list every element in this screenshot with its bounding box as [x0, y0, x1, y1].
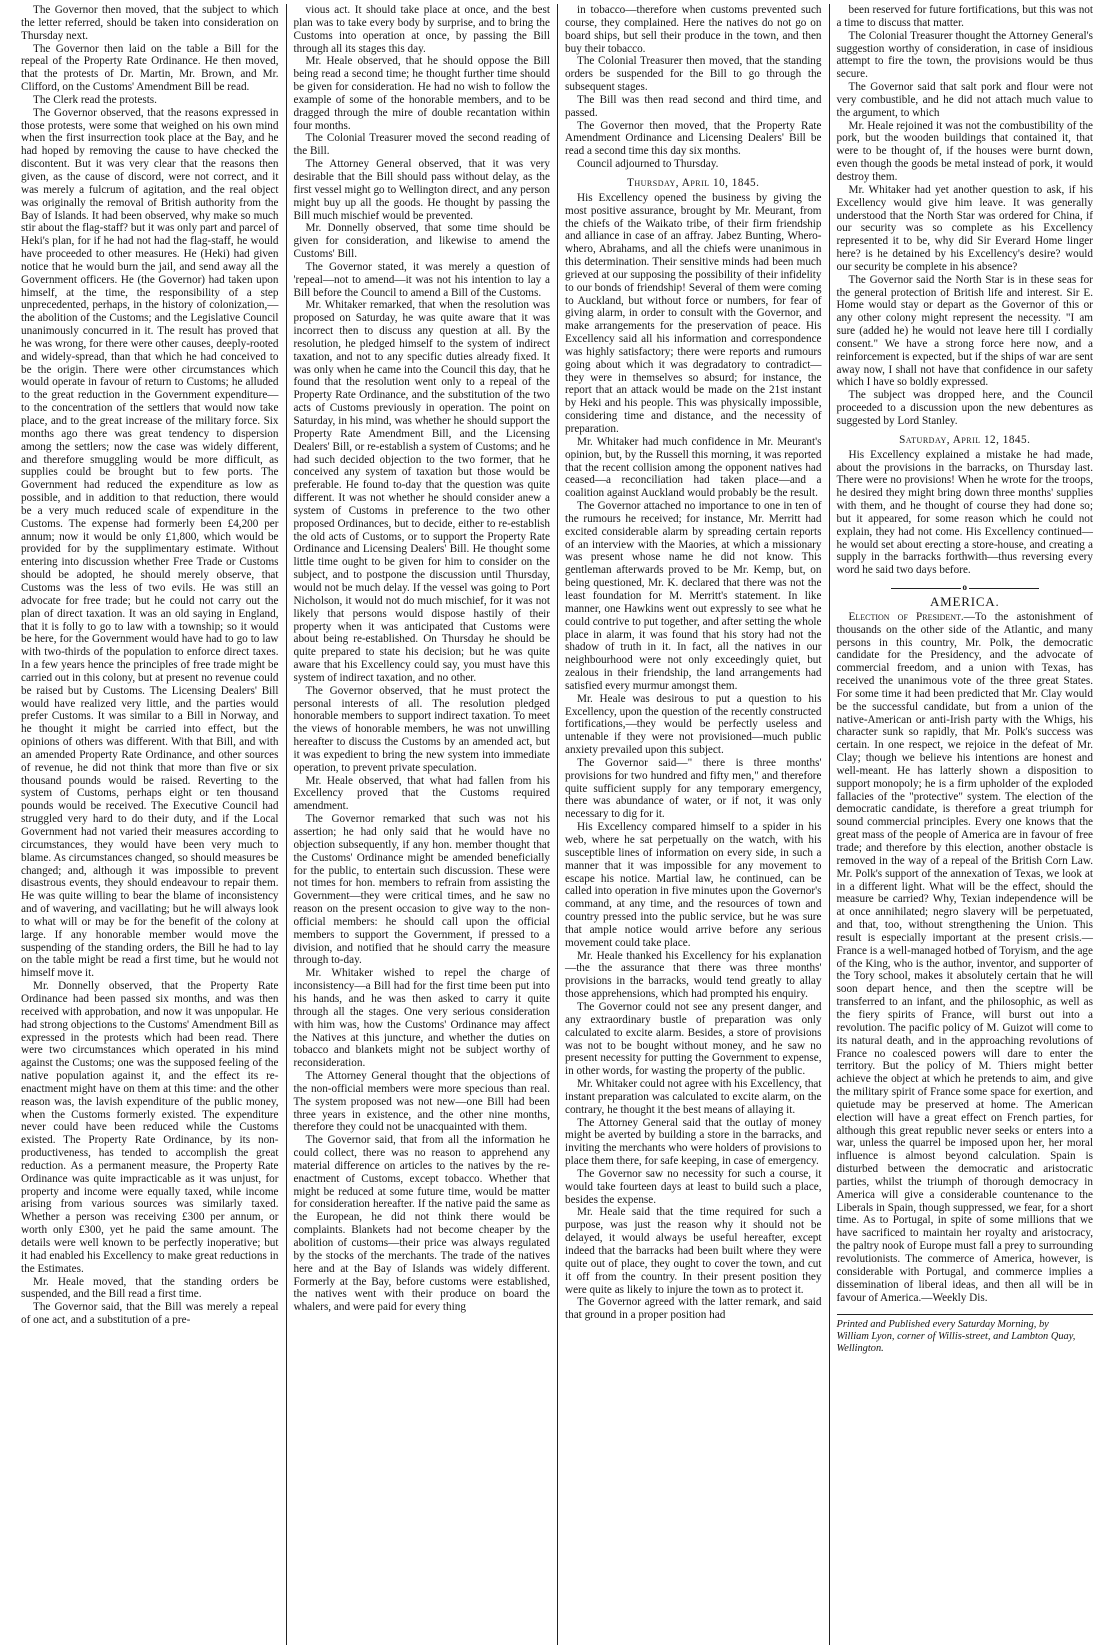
section-title-america: AMERICA.	[929, 593, 1000, 609]
paragraph: Mr. Donnelly observed, that some time should be given for consideration, and likewise to amend the Customs' Bill.	[293, 222, 550, 261]
paragraph: The Attorney General observed, that it was very desirable that the Bill should pass without delay, as the first vessel might go to Wellington direct, and any person might buy up all the goods. He thought by passing the Bill much mischief would be prevented.	[293, 158, 550, 222]
paragraph: Mr. Donnelly observed, that the Property Rate Ordinance had been passed six months, and was then received with approbation, and now it was unpopular. He had strong objections to the Customs' Amendment Bill as expressed in the protests which had been read. There were two circumstances which operated in his mind against the Customs; one was the supposed feeling of the native population against it, and the effect its re-enactment might have on them at this time: and the other reason was, the lavish expenditure of the public money, when the Customs formerly existed. The expenditure never could have been reduced while the Customs existed. The Property Rate Ordinance, by its non-productiveness, has tended to accomplish the great reduction. As a permanent measure, the Property Rate Ordinance was quite impracticable as it was unjust, for property and income were equally taxed, while income arising from various sources was similarly taxed. Whether a person was receiving £300 per annum, or worth only £300, yet he paid the same amount. The details were well known to be perfectly inoperative; but it had enabled his Excellency to make great reductions in the Estimates.	[21, 980, 279, 1275]
paragraph: The Governor observed, that the reasons expressed in those protests, were some that weighed on his own mind when the first insurrection took place at the Bay, and he had hoped by removing the cause to have checked the discontent. But it was very clear that the reasons then given, as the cause of discord, were not correct, and it was merely a fulcrum of agitation, and the real object was originally the removal of British authority from the Bay of Islands. It had been observed, why make so much stir about the flag-staff? but it was only part and parcel of Heki's plan, for if he had not had the flag-staff, he would have proceeded to other measures. He (Heki) had given notice that he would burn the jail, and send away all the Government officers. He (the Governor) had taken upon himself, at the time, the responsibility of a step unprecedented, perhaps, in the history of colonization,—the abolition of the Customs; and the Legislative Council unanimously concurred in it. The result has proved that he was wrong, for there were other causes, deeply-rooted and widely-spread, than that which he had conceived to be the origin. There were other circumstances which would operate in favour of return to Customs; he alluded to the great reduction in the Government expenditure—to the concentration of the settlers that would now take place, and to the great increase of the military force. Six months ago there was great tendency to dispersion among the settlers; now the case was widely different, and therefore smuggling would be more difficult, as supplies could be brought but to few ports. The Government had reduced the expenditure as low as possible, and in addition to that reduction, there would be a very much reduced scale of expenditure in the Customs. The expense had formerly been £4,200 per annum; now it would be only £1,800, which would be provided for by the supplimentary estimate. Without entering into discussion whether Free Trade or Customs should be adopted, he should merely observe, that Customs was the less of two evils. He was still an advocate for free trade; but he could not carry out the plan of direct taxation. It was an old saying in England, that it is folly to go to law with a township; so it would be here, for the Government would have had to go to law with two-thirds of the population to enforce direct taxes. In a few years hence the principles of free trade might be carried out in this colony, but at present no revenue could be raised but by Customs. The Licensing Dealers' Bill would have realized very little, and the parties would prefer Customs. It was similar to a Bill in Norway, and he thought it might be carried into effect, but the opinions of others was different. With that Bill, and with an amended Property Rate Ordinance, and other sources of revenue, he did not think that more than five or six thousand pounds would be raised. Reverting to the system of Customs, perhaps eight or ten thousand pounds would be received. The Executive Council had struggled very hard to do their duty, and if the Local Government had not varied their measures according to circumstances, they would have been very much to blame. As circumstances changed, so should measures be changed; and, although it was impossible to prevent disastrous events, they should endeavour to repair them. He was quite willing to bear the blame of inconsistency and of wavering, and vacillating; but he will always look to what will or may be for the benefit of the colony at large. If any honorable member would move the suspending of the standing orders, the Bill he had to lay on the table might be read a first time, but he would not himself move it.	[21, 106, 279, 980]
paragraph: Mr. Whitaker remarked, that when the resolution was proposed on Saturday, he was quite aware that it was incorrect then to discuss any question at all. By the resolution, he pledged himself to the system of indirect taxation, and not to any specific duties already fixed. It was only when he came into the Council this day, that he found that the resolution went only to a repeal of the Property Rate Ordinance, and the substitution of the two acts of Customs previously in operation. The point on Saturday, in his mind, was whether he should support the Property Rate Amendment Bill, and the Licensing Dealers' Bill, or re-establish a system of Customs; and he had such decided objection to the two former, that he conceived any system of taxation but those would be preferable. He found to-day that the question was quite different. It was not whether he should consider anew a system of Customs in preference to the two other proposed Ordinances, but to decide, either to re-establish the old acts of Customs, or to support the Property Rate Ordinance and Licensing Dealers' Bill. He thought some little time ought to be given for him to consider on the subject, and to postpone the discussion until Thursday, would not be much delay. If the vessel was going to Port Nicholson, it would not do much mischief, for it was not likely that persons would dispose hastily of their property when it was anticipated that Customs were about being re-established. On Thursday he should be quite prepared to state his decision; but he was quite aware that his Excellency could say, you must have this system of indirect taxation, and no other.	[293, 299, 550, 684]
paragraph: Mr. Heale observed, that what had fallen from his Excellency proved that the Customs required amendment.	[293, 774, 550, 813]
paragraph: The Governor then laid on the table a Bill for the repeal of the Property Rate Ordinance. He then moved, that the protests of Dr. Martin, Mr. Brown, and Mr. Clifford, on the Customs' Amendment Bill be read.	[21, 42, 279, 94]
paragraph: been reserved for future fortifications, but this was not a time to discuss that matter.	[836, 4, 1093, 29]
paragraph: The Colonial Treasurer moved the second reading of the Bill.	[293, 132, 550, 158]
america-article	[837, 611, 1094, 1305]
article-run-in-head: Election of President.	[848, 610, 964, 623]
paragraph: The Governor agreed with the latter remark, and said that ground in a proper position had	[565, 1296, 822, 1322]
paragraph: Mr. Heale thanked his Excellency for his explanation—the the assurance that there was three months' provisions in the barracks, would tend greatly to allay those apprehensions, which had prompted his enquiry.	[565, 949, 822, 1001]
paragraph: The Colonial Treasurer thought the Attorney General's suggestion worthy of consideration, in case of insidious attempt to fire the town, the provisions would be thus secure.	[836, 29, 1093, 81]
paragraph: Mr. Heale moved, that the standing orders be suspended, and the Bill read a first time.	[21, 1275, 279, 1301]
date-heading-april-10: Thursday, April 10, 1845.	[627, 176, 760, 189]
paragraph: The Governor remarked that such was not his assertion; he had only said that he would have no objection subsequently, if any hon. member thought that the Customs' Ordinance might be amended beneficially for the public, to entertain such discussion. These were not times for hon. members to refrain from assisting the Government—they were critical times, and he saw no reason on the present occasion to give way to the non-official members: he should call upon the official members to support the Government, if pressed to a division, and notified that he should carry the measure through to-day.	[293, 813, 550, 967]
column-3	[557, 4, 829, 1645]
paragraph: The Governor said—" there is three months' provisions for two hundred and fifty men," and therefore quite sufficient supply for any temporary emergency, there was abundance of water, or if not, it was only necessary to dig for it.	[565, 756, 822, 821]
imprint-line-2: William Lyon, corner of Willis-street, and Lambton Quay, Wellington.	[836, 1331, 1076, 1355]
date-heading-april-12: Saturday, April 12, 1845.	[899, 433, 1031, 446]
paragraph: Mr. Whitaker had yet another question to ask, if his Excellency would give him leave. It was generally understood that the North Star was ordered for China, if our security was so complete as his Excellency represented it to be, why did Sir Everard Home linger here? is he detained by his Excellency's desire? would our security be complete in his absence?	[836, 183, 1093, 273]
paragraph: His Excellency compared himself to a spider in his web, where he sat perpetually on the watch, with his susceptible lines of information on every side, in such a manner that it was impossible for any movement to escape his notice. Martial law, he continued, can be called into operation in five minutes upon the Governor's command, at any time, and the resources of town and country pressed into the public service, but he was sure that ample notice would arrive before any serious movement could take place.	[565, 821, 822, 949]
paragraph: The Governor observed, that he must protect the personal interests of all. The resolution pledged honorable members to support indirect taxation. To meet the views of honorable members, he was not unwilling hereafter to discuss the Customs by an amended act, but it was expedient to bring the new system into immediate operation, to prevent private speculation.	[293, 684, 550, 774]
column-2	[286, 4, 558, 1645]
article-body: —To the astonishment of thousands on the other side of the Atlantic, and many persons in this country, Mr. Polk, the democratic candidate for the Presidency, and the advocate of commercial freedom, and a union with Texas, has received the unanimous vote of the three great States. For some time it had been predicted that Mr. Clay would be the successful candidate, but from a union of the native-American or anti-Irish party with the Whigs, his character sunk so rapidly, that Mr. Polk's success was certain. In one respect, we rejoice in the defeat of Mr. Clay; though we believe his intentions are honest and well-meant. He has latterly shown a disposition to support monopoly; he is a firm upholder of the exploded fallacies of the "protective" system. The election of the democratic candidate, is therefore a great triumph for sound commercial principles. Every one knows that the great mass of the people of America are in favour of free trade; and therefore by this election, another obstacle is removed in the way of a repeal of the British Corn Law. Mr. Polk's support of the annexation of Texas, we look at in a different light. What will be the effect, should the measure be carried? Why, Texian independence will be at once annihilated; negro slavery will be perpetuated, and that, too, without strengthening the Union. This result is especially important at the present crisis.—France is a well-managed hotbed of Toryism, and the age of the King, who is the author, inventor, and supporter of the Tory school, makes it absolutely certain that he will soon depart hence, and then the sceptre will be transferred to an infant, and the philosophic, as well as the fiery spirits of France, will burst out into a revolution. The pacific policy of M. Guizot will come to its natural death, and in the approaching revolutions of France no coalesced powers will dare to enter the territory. But the policy of M. Thiers might better achieve the object at which he pretends to aim, and give the military spirit of France some space for exertion, and quietude may be preserved at home. The American election will have a great effect on French parties, for although this great republic never seeks or enters into a war, unless the quarrel be imposed upon her, her moral influence is almost beyond calculation. Spain is disturbed between the democratic and aristocratic parties, whilst the triumph of thorough democracy in America will give a considerable countenance to the Liberals in Spain, though suppressed, we fear, for a short time. As to Portugal, in spite of some millions that we have sacrificed to maintain her royalty and aristocracy, the paltry nook of Europe must fall a prey to surrounding revolutionists. The commerce of America, however, is considerable with Portugal, and commerce implies a dissemination of liberal ideas, and then all will be in favour of America.—Weekly Dis.	[836, 610, 1093, 1304]
paragraph: The Attorney General thought that the objections of the non-official members were more specious than real. The system proposed was not new—one Bill had been three years in existence, and the other nine months, therefore they could not be unacquainted with them.	[293, 1070, 550, 1134]
paragraph: The Governor said the North Star is in these seas for the general protection of British life and interest. Sir E. Home would stay or depart as the Governor of this or any other colony might represent the necessity. "I am sure (added he) he would not leave here till I cordially consent." We have a strong force here now, and a reinforcement is expected, but if the ships of war are sent away now, I shall not have that confidence in our safety which I have so boldly expressed.	[836, 273, 1093, 389]
divider-mark: o	[962, 582, 967, 593]
paragraph: The Governor said, that the Bill was merely a repeal of one act, and a substitution of a pre-	[21, 1301, 279, 1327]
paragraph: The Governor saw no necessity for such a course, it would take fourteen days at least to build such a place, besides the expense.	[565, 1167, 822, 1206]
paragraph: Mr. Heale was desirous to put a question to his Excellency, upon the question of the recently constructed fortifications,—they would be perfectly useless and untenable if they were not provisioned—much public anxiety prevailed upon this subject.	[565, 692, 822, 757]
paragraph: Mr. Whitaker had much confidence in Mr. Meurant's opinion, but, by the Russell this morning, it was reported that the recent collision among the opponent natives had ceased—a reconciliation had taken place—and a coalition against Auckland would probably be the result.	[565, 435, 822, 500]
paragraph: in tobacco—therefore when customs prevented such course, they complained. Here the natives do not go on board ships, but sell their produce in the town, and then buy their tobacco.	[565, 4, 822, 55]
paragraph: Mr. Heale rejoined it was not the combustibility of the pork, but the wooden buildings that contained it, that were to be thought of, if the houses were burnt down, even though the goods be metal instead of pork, it would destroy them.	[836, 119, 1093, 183]
paragraph: Mr. Whitaker wished to repel the charge of inconsistency—a Bill had for the first time been put into his hands, and he was then asked to carry it quite through all the stages. One very serious consideration with him was, how the Customs' Ordinance may affect the Natives at this juncture, and whether the duties on tobacco and blankets might not be subject worthy of reconsideration.	[293, 967, 550, 1070]
paragraph: Mr. Heale said that the time required for such a purpose, was just the reason why it should not be delayed, it would always be useful hereafter, except indeed that the barracks had been built where they were quite out of place, they ought to cover the town, and cut it off from the country. In their present position they were quite as likely to injure the town as to protect it.	[565, 1206, 822, 1296]
imprint	[837, 1314, 1094, 1355]
section-divider	[837, 581, 1094, 594]
paragraph: The subject was dropped here, and the Council proceeded to a discussion upon the new debentures as suggested by Lord Stanley.	[836, 389, 1093, 427]
paragraph: The Bill was then read second and third time, and passed.	[565, 93, 822, 119]
paragraph: The Governor then moved, that the Property Rate Amendment Ordinance and Licensing Dealers' Bill be read a second time this day six months.	[565, 119, 822, 158]
column-4	[829, 4, 1101, 1645]
paragraph: vious act. It should take place at once, and the best plan was to take every body by surprise, and to bring the Customs into operation at once, by passing the Bill through all its stages this day.	[293, 4, 550, 55]
paragraph: The Governor stated, it was merely a question of 'repeal—not to amend—it was not his intention to lay a Bill before the Council to amend a Bill of the Customs.	[293, 260, 550, 299]
paragraph: Council adjourned to Thursday.	[577, 158, 719, 171]
paragraph: The Attorney General said that the outlay of money might be averted by building a store in the barracks, and inviting the merchants who were holders of provisions to place them there, for safe keeping, in case of emergency.	[565, 1116, 822, 1168]
paragraph: His Excellency explained a mistake he had made, about the provisions in the barracks, on Thursday last. There were no provisions! When he wrote for the troops, he desired they might bring down three months' supplies with them, and he thought of course they had done so; but it appeared, for some reason which he could not explain, they had not come. His Excellency continued—he would set about erecting a store-house, and creating a supply in the barracks forthwith—thus reversing every word he said two days before.	[836, 448, 1093, 577]
paragraph: His Excellency opened the business by giving the most positive assurance, brought by Mr. Meurant, from the chiefs of the Waikato tribe, of their firm friendship and alliance in case of an affray. Jabez Bunting, Whero-whero, Abrahams, and all the chiefs were unanimous in this determination. Their sensitive minds had been much grieved at our supposing the possibility of their infidelity to our bonds of friendship! Several of them were coming to Auckland, but without force or numbers, for fear of giving alarm, in order to consult with the Governor, and make arrangements for the preservation of peace. His Excellency said all his information and correspondence was highly satisfactory; there were reports and rumours going about which it was degradatory to contradict—they were in themselves so absurd; for instance, the report that an attack would be made on the 21st instant by Heki and his people. This was physically impossible, considering time and distance, and the necessity of preparation.	[565, 191, 822, 435]
paragraph: The Governor said that salt pork and flour were not very combustible, and he did not attach much value to the argument, to which	[836, 81, 1093, 119]
paragraph: Mr. Heale observed, that he should oppose the Bill being read a second time; he thought further time should be given for consideration. He had no wish to follow the example of some of the honorable members, and to be dragged through the mire of double recantation within four months.	[293, 55, 550, 132]
paragraph: The Governor could not see any present danger, and any extraordinary bustle of preparation was only calculated to excite alarm. Besides, a store of provisions was not to be bought without money, and he saw no present necessity for putting the Government to expense, in other words, for wasting the property of the public.	[565, 1000, 822, 1078]
paragraph: The Governor attached no importance to one in ten of the rumours he received; for instance, Mr. Merritt had excited considerable alarm by spreading certain reports of an interview with the Maories, at which a missionary was present whose name he did not know. This gentleman afterwards proved to be Mr. Kemp, but, on being questioned, Mr. K. declared that there was not the least foundation for M. Merritt's statement. In like manner, one Hawkins went out expressly to see what he could contrive to put together, and after setting the whole place in alarm, it was found that his story had not the shadow of truth in it. In fact, all the natives in our neighbourhood were not only exceedingly quiet, but zealous in their friendship, the land arrangements had satisfied every murmur amongst them.	[565, 500, 822, 692]
paragraph: The Governor said, that from all the information he could collect, there was no reason to apprehend any material difference on articles to the natives by the re-enactment of Customs, except tobacco. Whether that might be reduced at some future time, would be matter for consideration hereafter. If the native paid the same as the European, he did not think there would be complaints. Blankets had not become cheaper by the abolition of customs—their price was always regulated by the stocks of the merchants. The trade of the natives here and at the Bay of Islands was widely different. Formerly at the Bay, before customs were established, the natives went with their produce on board the whalers, and were paid for every thing	[293, 1134, 550, 1314]
paragraph: The Colonial Treasurer then moved, that the standing orders be suspended for the Bill to go through the subsequent stages.	[565, 55, 822, 94]
paragraph: The Clerk read the protests.	[33, 93, 157, 106]
paragraph: Mr. Whitaker could not agree with his Excellency, that instant preparation was calculated to excite alarm, on the contrary, he thought it the best means of allaying it.	[565, 1078, 822, 1116]
paragraph: The Governor then moved, that the subject to which the letter referred, should be taken into consideration on Thursday next.	[21, 4, 279, 42]
column-1	[14, 4, 286, 1645]
imprint-line-1: Printed and Published every Saturday Morning, by	[836, 1319, 1049, 1331]
